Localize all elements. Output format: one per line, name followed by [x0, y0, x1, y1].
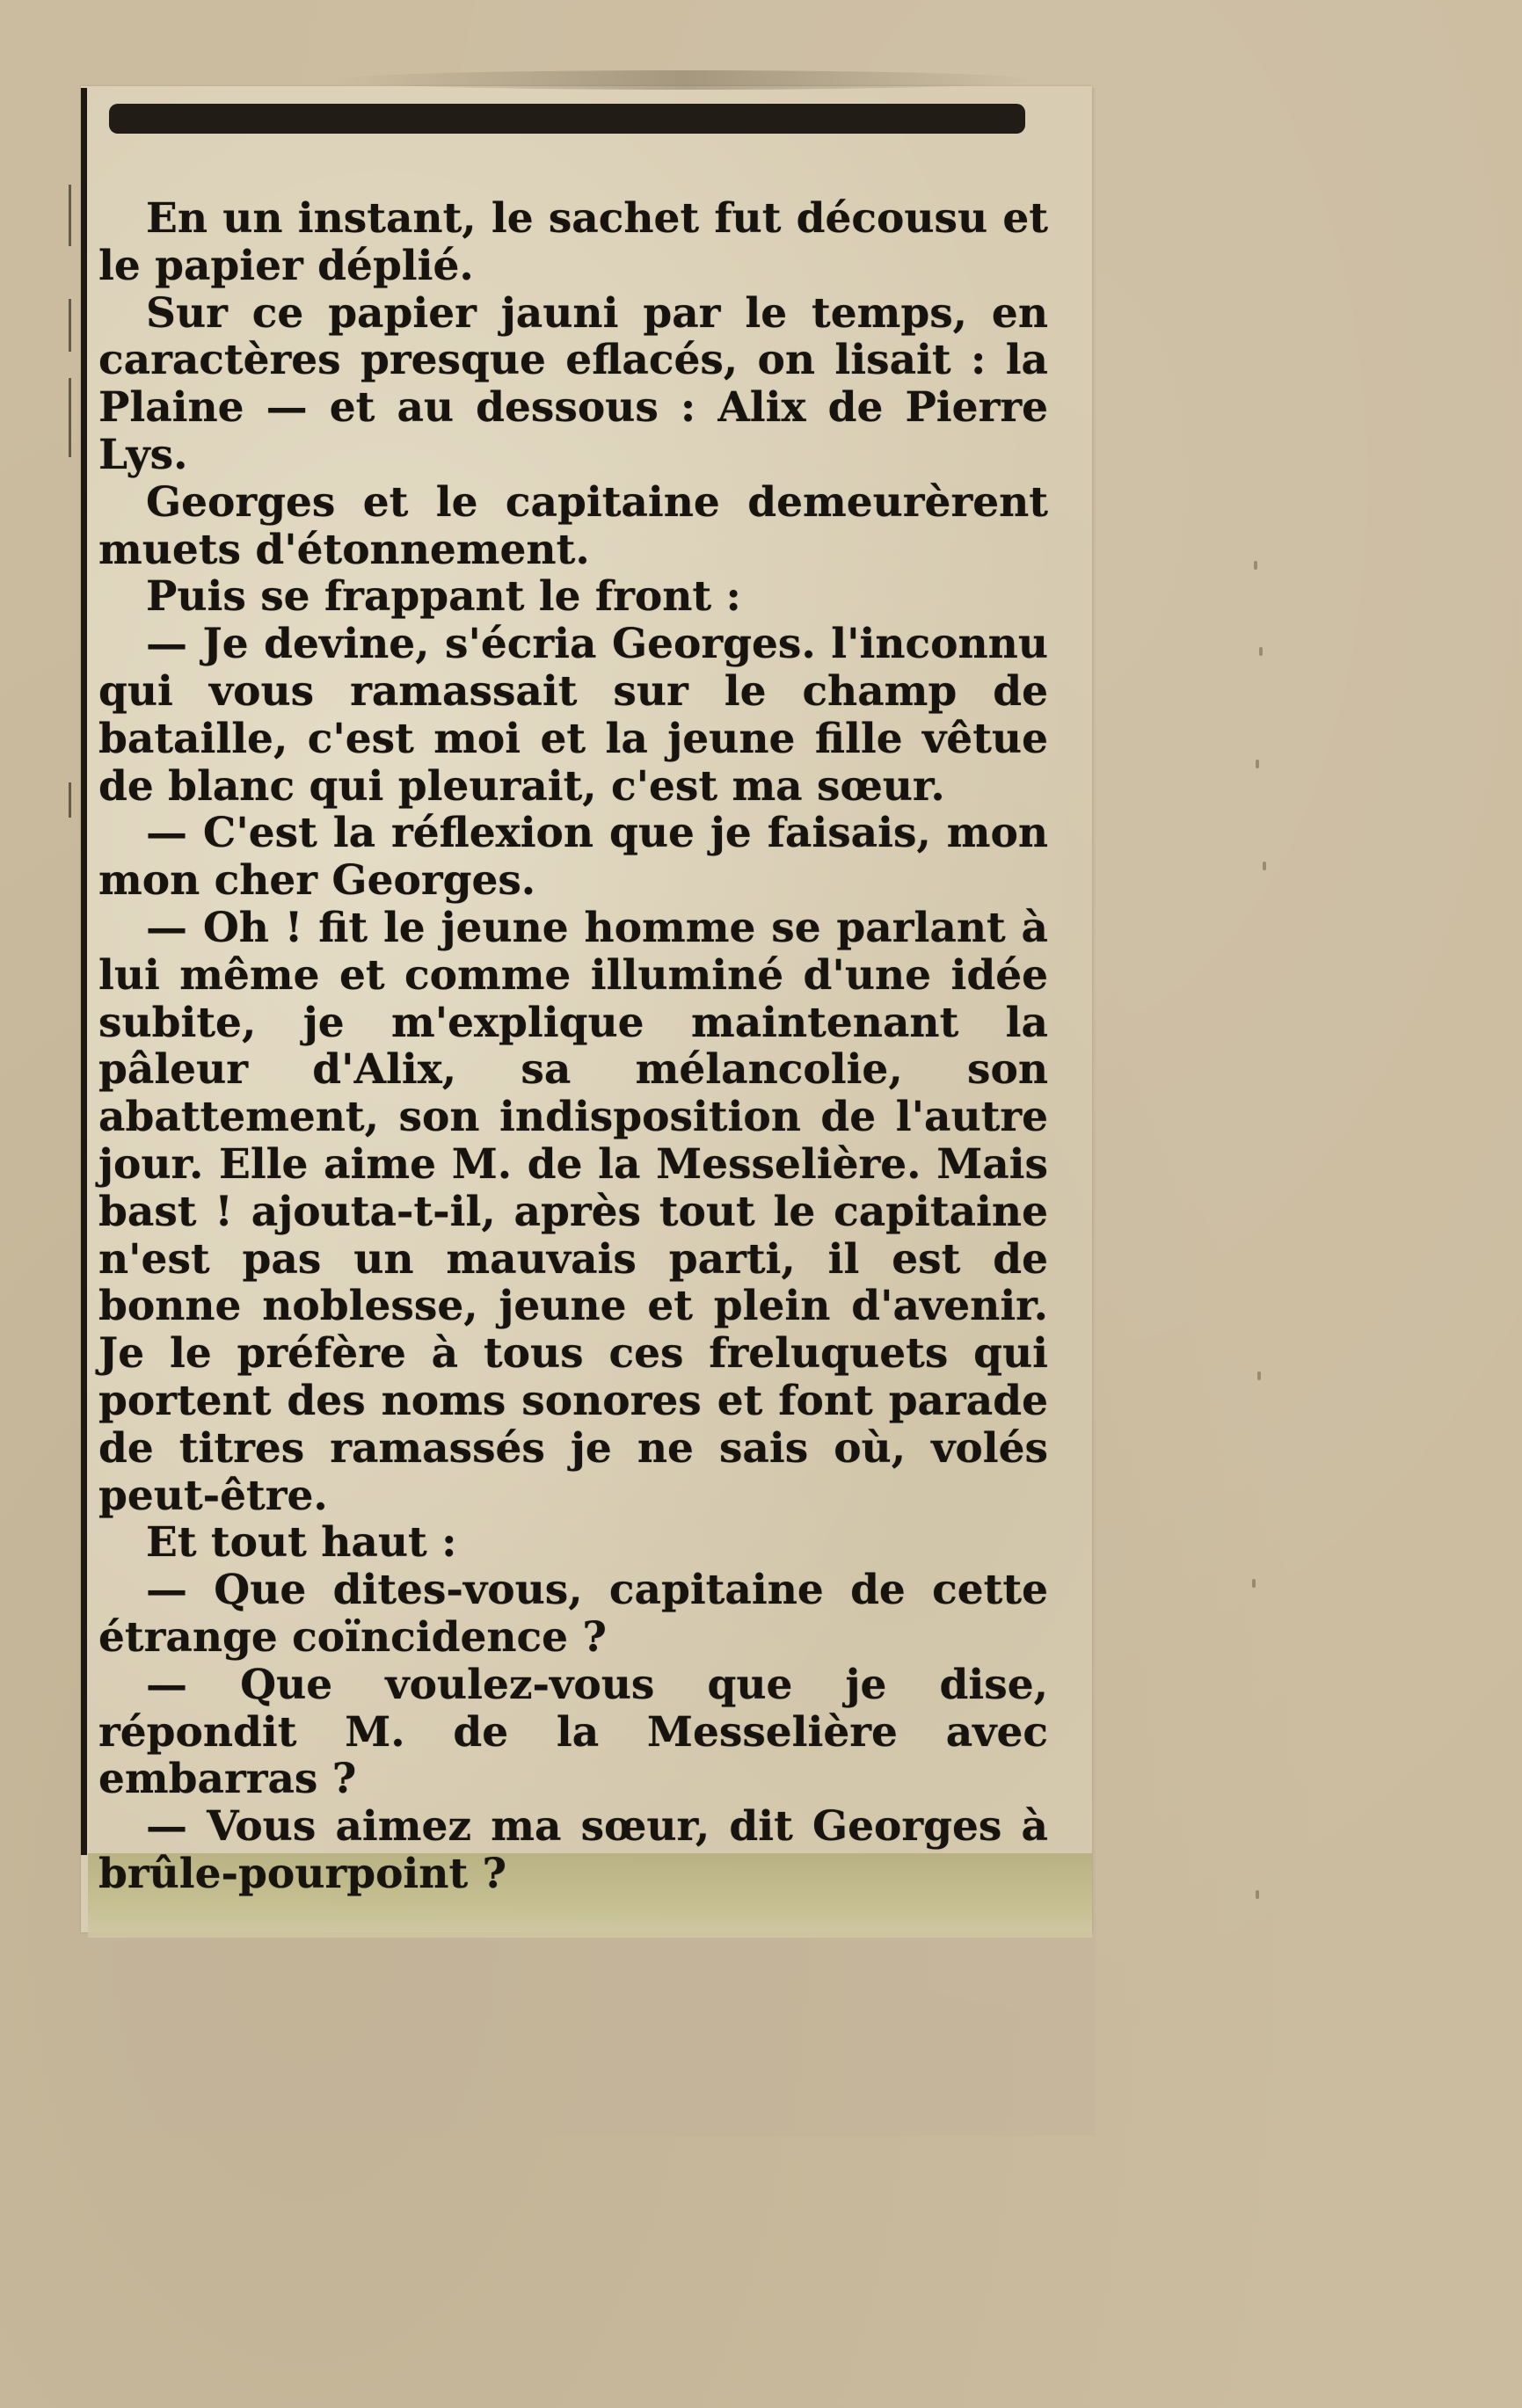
- paragraph: — C'est la réflexion que je faisais, mon mon cher Georges.: [98, 809, 1048, 906]
- margin-tick: [69, 299, 71, 352]
- paragraph: — Que voulez-vous que je dise, répondit M. de la Messelière avec embarras ?: [98, 1660, 1048, 1804]
- margin-tick: [69, 782, 71, 818]
- header-rule-band: [109, 104, 1025, 134]
- speck: [1254, 561, 1257, 570]
- speck: [1259, 647, 1263, 656]
- speck: [1256, 760, 1259, 768]
- paragraph: — Vous aimez ma sœur, dit Georges à brûle-pourpoint ?: [98, 1802, 1048, 1898]
- column-rule: [81, 88, 87, 1855]
- speck: [1263, 862, 1266, 870]
- article-body: [98, 195, 1048, 1898]
- paragraph: — Oh ! fit le jeune homme se parlant à lui même et comme illuminé d'une idée subite, je m'explique maintenant la pâleur d'Alix, sa mélancolie, son abattement, son indisposition de l'autre jour. Elle aime M. de la Messelière. Mais bast ! ajouta-t-il, après tout le capitaine n'est pas un mauvais parti, il est de bonne noblesse, jeune et plein d'avenir. Je le préfère à tous ces freluquets qui portent des noms sonores et font parade de titres ramassés je ne sais où, volés peut-être.: [98, 903, 1048, 1520]
- paragraph: — Que dites-vous, capitaine de cette étrange coïncidence ?: [98, 1566, 1048, 1662]
- speck: [1252, 1579, 1256, 1588]
- paragraph: — Je devine, s'écria Georges. l'inconnu qui vous ramassait sur le champ de bataille, c'est moi et la jeune fille vêtue de blanc qui pleurait, c'est ma sœur.: [98, 620, 1048, 811]
- speck: [1257, 1371, 1261, 1380]
- margin-tick: [69, 185, 71, 246]
- paragraph: Et tout haut :: [146, 1518, 457, 1568]
- speck: [1256, 1890, 1259, 1899]
- margin-tick: [69, 378, 71, 457]
- paragraph: Puis se frappant le front :: [146, 572, 741, 622]
- torn-top-edge: [334, 70, 1038, 90]
- paragraph: Sur ce papier jauni par le temps, en caractères presque eflacés, on lisait : la Plaine — et au dessous : Alix de Pierre Lys.: [98, 288, 1048, 479]
- paragraph: En un instant, le sachet fut décousu et le papier déplié.: [98, 194, 1048, 290]
- paragraph: Georges et le capitaine demeurèrent muets d'étonnement.: [98, 477, 1048, 574]
